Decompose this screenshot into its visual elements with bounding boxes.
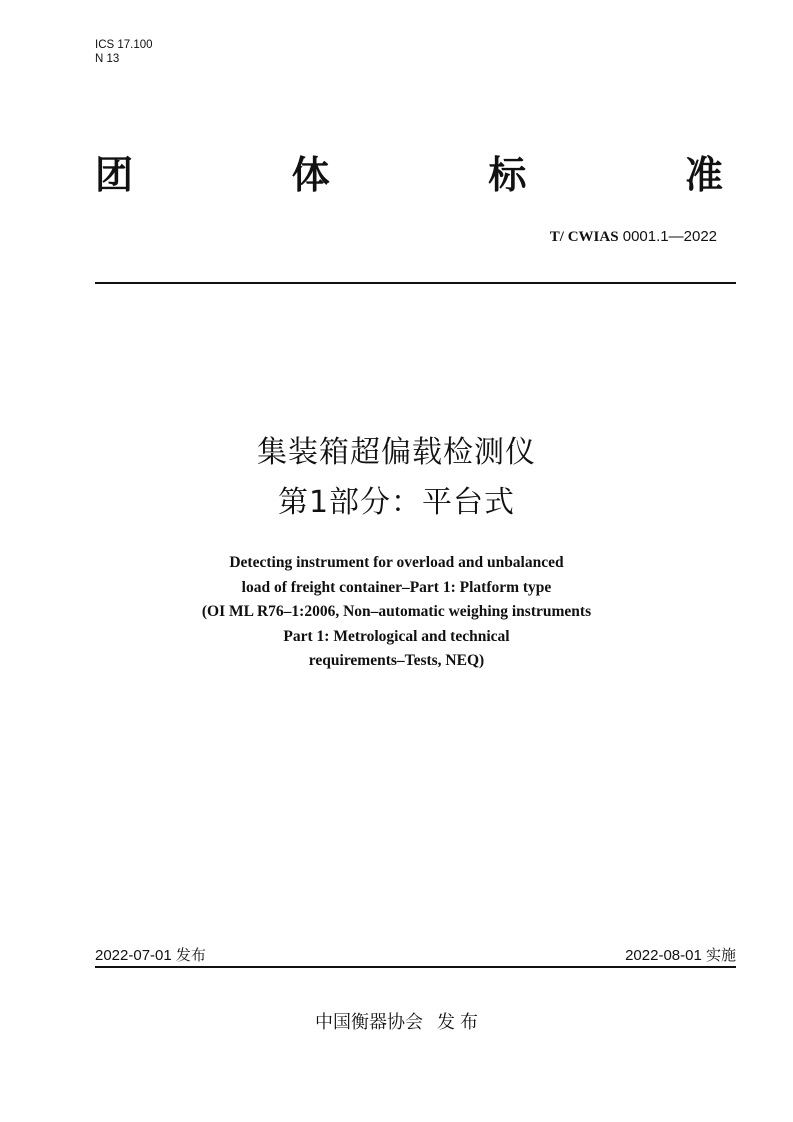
standard-number-value: 0001.1—2022 [622,228,717,245]
standard-type-heading [95,150,723,200]
issue-date: 2022-07-01 发布 [95,947,206,964]
top-divider [95,282,736,284]
english-title-line: Detecting instrument for overload and unbalanced [229,554,564,571]
standard-number-prefix: T/ CWIAS [549,229,619,245]
english-title-line: Part 1: Metrological and technical [283,627,510,645]
ccs-code: N 13 [95,53,120,65]
standard-type-char: 准 [684,152,723,197]
classification-codes [95,38,153,66]
english-title-line: load of freight container–Part 1: Platform type [241,578,552,596]
standard-type-char: 团 [95,152,134,197]
standard-type-char: 标 [488,152,527,197]
implementation-date: 2022-08-01 实施 [625,947,736,964]
english-title [0,551,793,674]
ics-code: ICS 17.100 [95,39,153,51]
english-title-line: requirements–Tests, NEQ) [308,652,485,669]
standard-number [550,228,717,246]
bottom-divider [95,966,736,968]
chinese-title-line-1: 集装箱超偏载检测仪 [257,435,536,470]
chinese-title-line-2: 第1部分：平台式 [277,485,516,520]
publisher-action: 发 布 [436,1012,478,1032]
publisher [0,1008,793,1034]
publisher-name: 中国衡器协会 [314,1012,423,1032]
standard-type-char: 体 [291,152,330,197]
english-title-line: (OI ML R76–1:2006, Non–automatic weighing instruments [201,603,592,620]
